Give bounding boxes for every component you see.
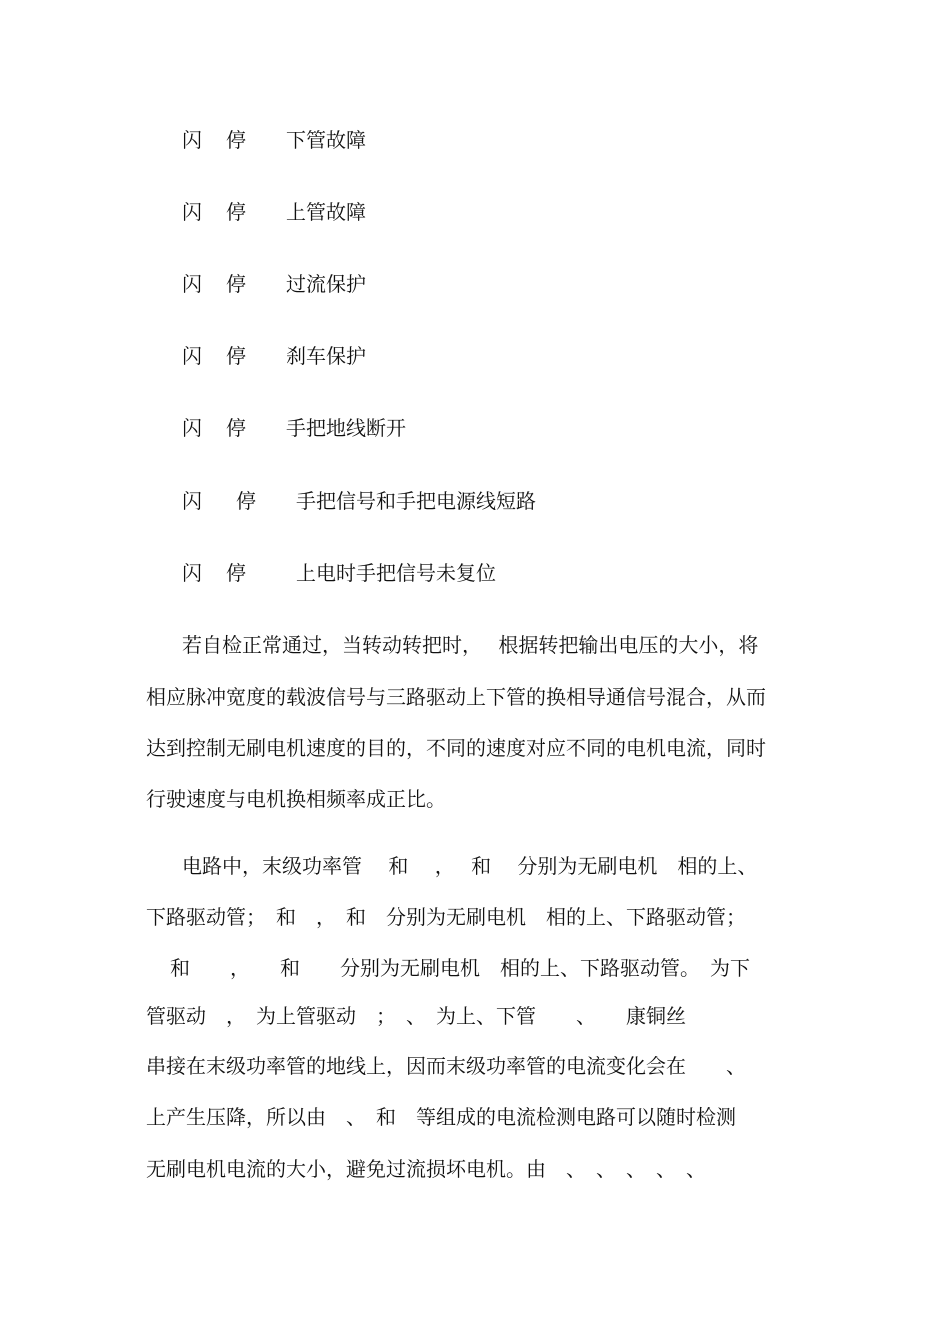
led-flash-label: 闪	[182, 489, 202, 513]
led-flash-label: 闪	[182, 416, 202, 440]
paragraph-line: 达到控制无刷电机速度的目的，不同的速度对应不同的电机电流，同时	[146, 736, 766, 760]
paragraph-line: 若自检正常通过，当转动转把时， 根据转把输出电压的大小，将	[182, 633, 759, 657]
led-stop-label: 停	[226, 128, 246, 152]
paragraph-line: 管驱动 ， 为上管驱动 ； 、 为上、下管 、 康铜丝	[146, 1004, 686, 1028]
led-stop-label: 停	[226, 272, 246, 296]
paragraph-line: 和 ， 和 分别为无刷电机 相的上、下路驱动管。 为下	[170, 956, 750, 980]
led-stop-label: 停	[226, 344, 246, 368]
led-stop-label: 停	[226, 416, 246, 440]
led-flash-label: 闪	[182, 128, 202, 152]
fault-description: 过流保护	[286, 272, 366, 296]
fault-description: 手把地线断开	[286, 416, 406, 440]
fault-description: 下管故障	[286, 128, 366, 152]
paragraph-line: 相应脉冲宽度的载波信号与三路驱动上下管的换相导通信号混合，从而	[146, 685, 766, 709]
led-flash-label: 闪	[182, 344, 202, 368]
led-stop-label: 停	[226, 200, 246, 224]
fault-description: 刹车保护	[286, 344, 366, 368]
led-flash-label: 闪	[182, 561, 202, 585]
fault-description: 上电时手把信号未复位	[296, 561, 496, 585]
fault-description: 上管故障	[286, 200, 366, 224]
paragraph-line: 行驶速度与电机换相频率成正比。	[146, 787, 446, 811]
paragraph-line: 电路中，末级功率管 和 ， 和 分别为无刷电机 相的上、	[182, 854, 758, 878]
led-flash-label: 闪	[182, 272, 202, 296]
led-stop-label: 停	[226, 561, 246, 585]
paragraph-line: 上产生压降，所以由 、 和 等组成的电流检测电路可以随时检测	[146, 1105, 736, 1129]
fault-description: 手把信号和手把电源线短路	[296, 489, 536, 513]
paragraph-line: 串接在末级功率管的地线上，因而末级功率管的电流变化会在 、	[146, 1054, 746, 1078]
paragraph-line: 下路驱动管； 和 ， 和 分别为无刷电机 相的上、下路驱动管；	[146, 905, 746, 929]
led-stop-label: 停	[236, 489, 256, 513]
led-flash-label: 闪	[182, 200, 202, 224]
paragraph-line: 无刷电机电流的大小，避免过流损坏电机。由 、 、 、 、 、	[146, 1157, 706, 1181]
